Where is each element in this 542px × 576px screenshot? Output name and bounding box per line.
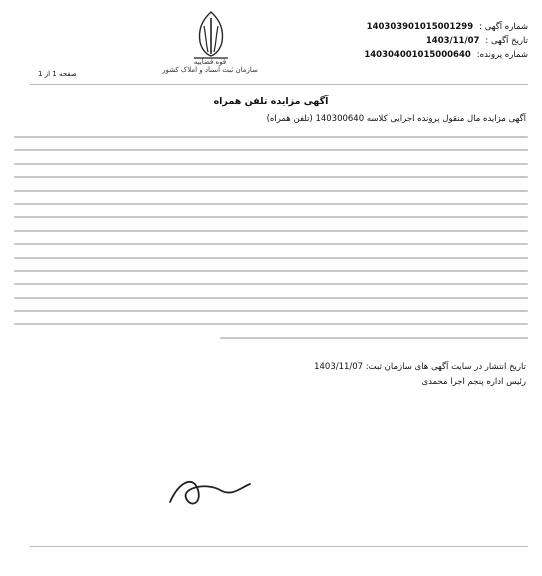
body-text-line (14, 283, 528, 285)
body-text-line (14, 190, 528, 192)
body-text-line (220, 337, 528, 339)
body-text-line (14, 243, 528, 245)
meta-value: 140303901015001299 (366, 22, 474, 32)
page-number: صفحه 1 از 1 (38, 70, 77, 78)
meta-value: 140304001015000640 (364, 50, 471, 60)
publish-label: تاریخ انتشار در سایت آگهی های سازمان ثبت: (365, 362, 526, 372)
body-text-line (14, 136, 528, 138)
meta-label: شماره پرونده: (476, 50, 528, 60)
meta-label: تاریخ آگهی : (485, 36, 528, 46)
body-text-line (14, 257, 528, 259)
officer-name: رئیس اداره پنجم اجرا محمدی (421, 377, 526, 387)
body-text-line (14, 323, 528, 325)
judiciary-caption: قوه قضاییه (193, 58, 227, 66)
meta-label: شماره آگهی : (479, 22, 528, 32)
body-text-line (14, 230, 528, 232)
meta-notice-date (298, 34, 528, 48)
meta-file-number (298, 48, 528, 62)
organization-caption: سازمان ثبت اسناد و املاک کشور (162, 66, 258, 74)
body-text-line (14, 216, 528, 218)
body-text-line (14, 163, 528, 165)
publication-info (314, 360, 526, 390)
body-text-line (14, 203, 528, 205)
meta-notice-number (298, 20, 528, 34)
meta-value: 1403/11/07 (425, 36, 480, 46)
footer-divider (30, 546, 528, 547)
signature-icon (150, 460, 270, 520)
notice-meta (298, 20, 528, 62)
publish-date: 1403/11/07 (314, 362, 364, 372)
body-text-line (14, 310, 528, 312)
body-text-line (14, 270, 528, 272)
body-text-line (14, 149, 528, 151)
header-divider (30, 84, 528, 85)
notice-body (14, 136, 528, 350)
emblem-icon (188, 8, 234, 62)
notice-title: آگهی مزایده تلفن همراه (213, 96, 329, 107)
publish-line (314, 360, 526, 375)
body-text-line (14, 297, 528, 299)
body-text-line (14, 176, 528, 178)
notice-subtitle: آگهی مزایده مال منقول پرونده اجرایی کلاسه 140300640 (تلفن همراه) (266, 114, 526, 124)
